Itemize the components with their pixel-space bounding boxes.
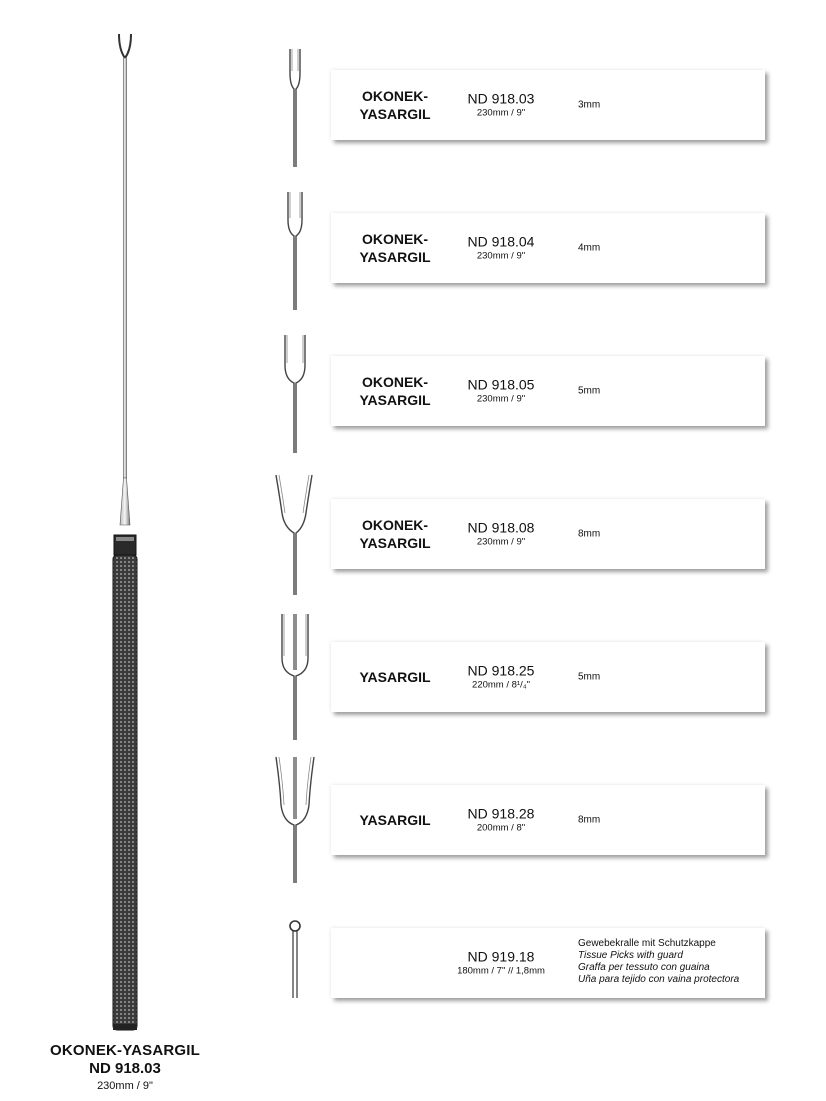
product-spec: 8mm	[578, 528, 601, 540]
product-name: OKONEK- YASARGIL	[359, 517, 431, 551]
product-spec: 8mm	[578, 814, 601, 826]
product-name: OKONEK- YASARGIL	[359, 88, 431, 122]
product-spec: 5mm	[578, 385, 601, 397]
main-instrument-size: 230mm / 9"	[97, 1080, 153, 1092]
product-code-block	[451, 91, 551, 120]
product-length: 180mm / 7" // 1,8mm	[457, 965, 545, 977]
product-card	[331, 928, 765, 998]
product-code: ND 918.08	[467, 519, 535, 536]
product-code-block	[451, 663, 551, 692]
product-length: 220mm / 8¹/₄"	[472, 679, 530, 691]
product-name: OKONEK- YASARGIL	[359, 374, 431, 408]
product-card	[331, 70, 765, 140]
product-name: YASARGIL	[359, 812, 431, 828]
two-prong-tip-illustration	[266, 188, 326, 313]
two-prong-tip-illustration	[266, 331, 326, 456]
product-code-block	[451, 234, 551, 263]
product-code-block	[451, 377, 551, 406]
product-length: 200mm / 8"	[476, 822, 526, 834]
description-english: Tissue Picks with guard	[578, 950, 683, 961]
product-length: 230mm / 9"	[476, 107, 526, 119]
description-italian: Graffa per tessuto con guaina	[578, 962, 710, 973]
three-prong-tip-illustration	[266, 755, 326, 885]
main-instrument-code: ND 918.03	[89, 1060, 161, 1077]
product-spec: 4mm	[578, 242, 601, 254]
product-code-block	[451, 806, 551, 835]
product-card	[331, 356, 765, 426]
product-code: ND 918.04	[467, 233, 535, 250]
product-code: ND 918.25	[467, 662, 535, 679]
product-spec: 5mm	[578, 671, 601, 683]
main-instrument-illustration	[95, 20, 155, 1040]
three-prong-tip-illustration	[266, 612, 326, 742]
description-spanish: Uña para tejido con vaina protectora	[578, 974, 740, 985]
product-name: YASARGIL	[359, 669, 431, 685]
product-code: ND 918.28	[467, 805, 535, 822]
product-length: 230mm / 9"	[476, 536, 526, 548]
product-card	[331, 213, 765, 283]
product-spec: 3mm	[578, 99, 601, 111]
product-code-block	[451, 949, 551, 978]
tissue-pick-with-guard-illustration	[266, 916, 326, 1001]
two-prong-tip-illustration	[266, 469, 326, 599]
product-card	[331, 785, 765, 855]
product-card	[331, 642, 765, 712]
product-card	[331, 499, 765, 569]
main-caption	[20, 1042, 230, 1094]
product-code: ND 918.03	[467, 90, 535, 107]
two-prong-tip-illustration	[266, 45, 326, 170]
product-code-block	[451, 520, 551, 549]
product-length: 230mm / 9"	[476, 250, 526, 262]
product-length: 230mm / 9"	[476, 393, 526, 405]
main-instrument-name: OKONEK-YASARGIL	[50, 1042, 200, 1059]
product-code: ND 918.05	[467, 376, 535, 393]
description-german: Gewebekralle mit Schutzkappe	[578, 938, 716, 949]
product-name: OKONEK- YASARGIL	[359, 231, 431, 265]
product-description	[578, 938, 739, 986]
product-code: ND 919.18	[467, 948, 535, 965]
